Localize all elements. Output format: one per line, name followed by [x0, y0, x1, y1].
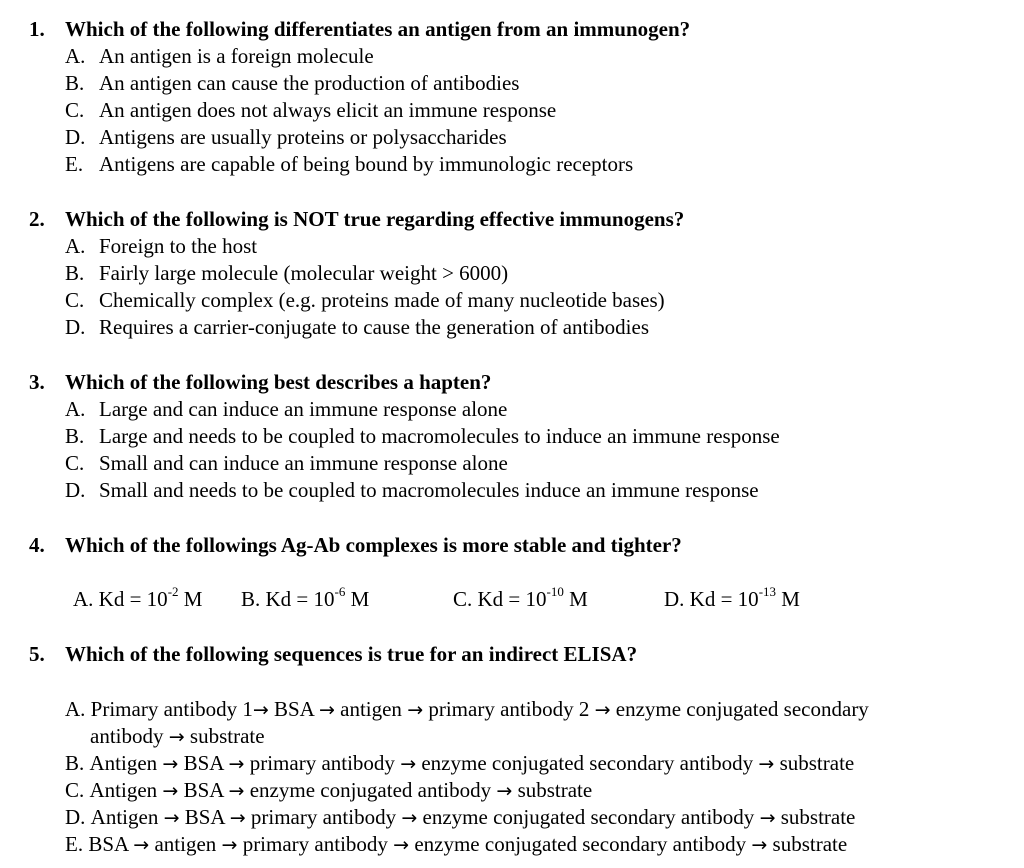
question-4-option-d: D. $Kd = 10^{-13}$ M [664, 584, 800, 611]
question-1-option-c: C. An antigen does not always elicit an immune response [65, 98, 557, 122]
question-2-option-d: D. Requires a carrier-conjugate to cause the generation of antibodies [65, 315, 650, 339]
arrow-icon: → [594, 699, 611, 721]
question-5-text: Which of the following sequences is true for an indirect ELISA? [65, 642, 638, 666]
question-2-option-a: A. Foreign to the host [65, 234, 258, 258]
question-5-option-b: B. Antigen → BSA → primary antibody → enzyme conjugated secondary antibody → substrate [65, 751, 855, 775]
question-1-option-a: A. An antigen is a foreign molecule [65, 44, 374, 68]
question-4-option-b: B. $Kd = 10^{-6}$ M [241, 584, 370, 611]
question-3-option-c: C. Small and can induce an immune response alone [65, 451, 508, 475]
question-1-option-b: B. An antigen can cause the production of antibodies [65, 71, 520, 95]
question-5-option-a: A. Primary antibody 1→ BSA → antigen → primary antibody 2 → enzyme conjugated secondary [65, 697, 869, 721]
question-1-text: Which of the following differentiates an antigen from an immunogen? [65, 17, 691, 41]
question-3-option-d: D. Small and needs to be coupled to macromolecules induce an immune response [65, 478, 759, 502]
arrow-icon: → [252, 699, 269, 721]
arrow-icon: → [400, 753, 417, 775]
question-4-option-a: A. $Kd = 10^{-2}$ M [73, 584, 203, 611]
arrow-icon: → [318, 699, 335, 721]
arrow-icon: → [228, 780, 245, 802]
arrow-icon: → [221, 834, 238, 856]
arrow-icon: → [407, 699, 424, 721]
question-2-text: Which of the following is NOT true regarding effective immunogens? [65, 207, 685, 231]
question-3-option-b: B. Large and needs to be coupled to macromolecules to induce an immune response [65, 424, 780, 448]
arrow-icon: → [133, 834, 150, 856]
question-1-number: 1. [29, 17, 45, 41]
arrow-icon: → [758, 753, 775, 775]
arrow-icon: → [759, 807, 776, 829]
question-2-number: 2. [29, 207, 45, 231]
question-2-option-c: C. Chemically complex (e.g. proteins made of many nucleotide bases) [65, 288, 665, 312]
arrow-icon: → [162, 753, 179, 775]
question-3-text: Which of the following best describes a hapten? [65, 370, 492, 394]
arrow-icon: → [228, 753, 245, 775]
arrow-icon: → [751, 834, 768, 856]
question-2-option-b: B. Fairly large molecule (molecular weight > 6000) [65, 261, 509, 285]
question-1-option-d: D. Antigens are usually proteins or polysaccharides [65, 125, 507, 149]
question-5-number: 5. [29, 642, 45, 666]
arrow-icon: → [168, 726, 185, 748]
question-5-option-a-continued: antibody → substrate [90, 724, 265, 748]
arrow-icon: → [393, 834, 410, 856]
question-3-option-a: A. Large and can induce an immune response alone [65, 397, 508, 421]
question-3-number: 3. [29, 370, 45, 394]
question-4-option-c: C. $Kd = 10^{-10}$ M [453, 584, 588, 611]
arrow-icon: → [401, 807, 418, 829]
question-5-option-c: C. Antigen → BSA → enzyme conjugated antibody → substrate [65, 778, 593, 802]
arrow-icon: → [496, 780, 513, 802]
question-5-option-e: E. BSA → antigen → primary antibody → enzyme conjugated secondary antibody → substrate [65, 832, 848, 856]
arrow-icon: → [229, 807, 246, 829]
question-4-text: Which of the followings Ag-Ab complexes is more stable and tighter? [65, 533, 682, 557]
arrow-icon: → [162, 780, 179, 802]
question-4-number: 4. [29, 533, 45, 557]
question-1-option-e: E. Antigens are capable of being bound by immunologic receptors [65, 152, 634, 176]
arrow-icon: → [163, 807, 180, 829]
question-5-option-d: D. Antigen → BSA → primary antibody → enzyme conjugated secondary antibody → substrate [65, 805, 856, 829]
